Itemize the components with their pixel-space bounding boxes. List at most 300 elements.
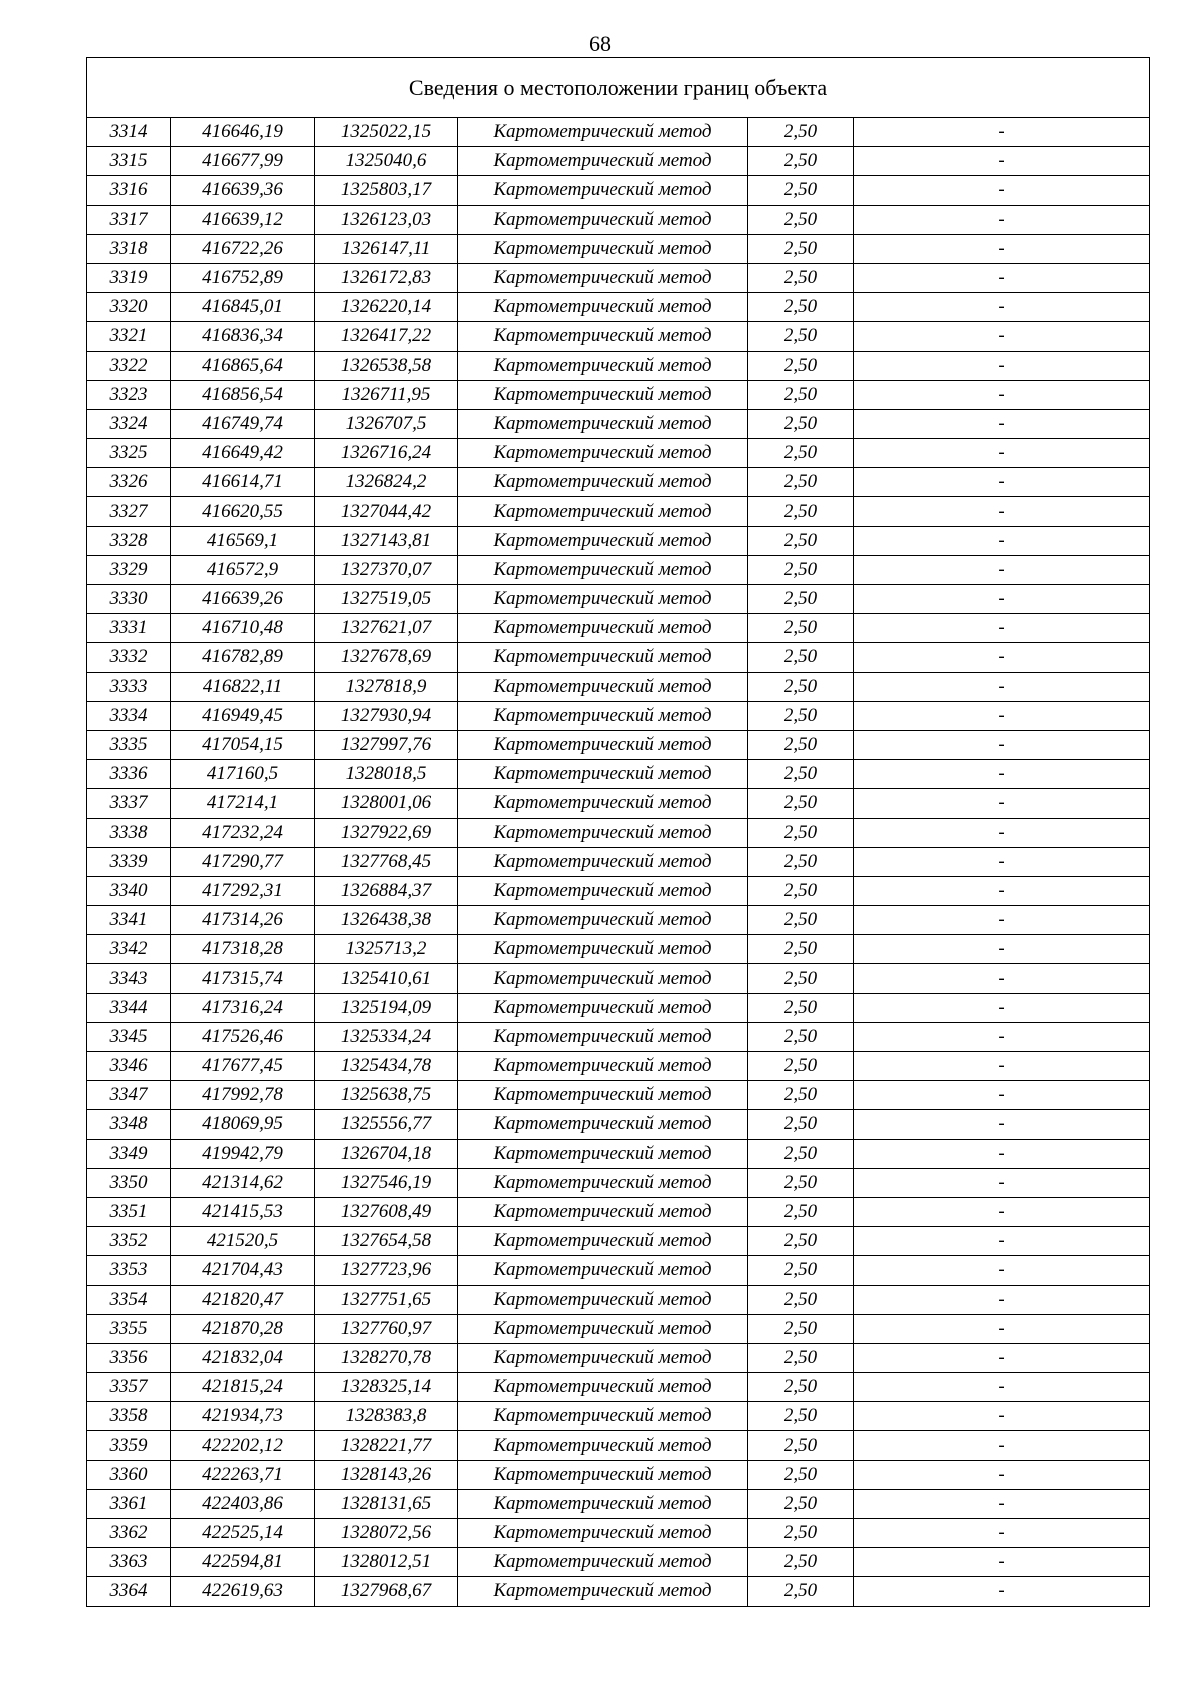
method-cell: Картометрический метод [458, 409, 748, 438]
y-coordinate-cell: 1328221,77 [315, 1431, 458, 1460]
description-cell: - [854, 1489, 1150, 1518]
accuracy-cell: 2,50 [748, 555, 854, 584]
point-number-cell: 3314 [87, 118, 171, 147]
method-cell: Картометрический метод [458, 205, 748, 234]
method-cell: Картометрический метод [458, 1431, 748, 1460]
table-row [87, 1022, 1150, 1051]
method-cell: Картометрический метод [458, 993, 748, 1022]
table-row [87, 1285, 1150, 1314]
x-coordinate-cell: 421415,53 [171, 1197, 315, 1226]
accuracy-cell: 2,50 [748, 672, 854, 701]
accuracy-cell: 2,50 [748, 234, 854, 263]
method-cell: Картометрический метод [458, 701, 748, 730]
x-coordinate-cell: 416845,01 [171, 293, 315, 322]
y-coordinate-cell: 1325410,61 [315, 964, 458, 993]
method-cell: Картометрический метод [458, 614, 748, 643]
table-row [87, 205, 1150, 234]
method-cell: Картометрический метод [458, 818, 748, 847]
y-coordinate-cell: 1326438,38 [315, 906, 458, 935]
point-number-cell: 3322 [87, 351, 171, 380]
accuracy-cell: 2,50 [748, 497, 854, 526]
point-number-cell: 3317 [87, 205, 171, 234]
method-cell: Картометрический метод [458, 468, 748, 497]
accuracy-cell: 2,50 [748, 205, 854, 234]
x-coordinate-cell: 421520,5 [171, 1227, 315, 1256]
description-cell: - [854, 1285, 1150, 1314]
x-coordinate-cell: 416620,55 [171, 497, 315, 526]
point-number-cell: 3323 [87, 380, 171, 409]
table-row [87, 1227, 1150, 1256]
table-title-row [87, 58, 1150, 118]
method-cell: Картометрический метод [458, 234, 748, 263]
x-coordinate-cell: 422619,63 [171, 1577, 315, 1606]
table-row [87, 1139, 1150, 1168]
x-coordinate-cell: 416649,42 [171, 439, 315, 468]
point-number-cell: 3363 [87, 1548, 171, 1577]
x-coordinate-cell: 421832,04 [171, 1343, 315, 1372]
method-cell: Картометрический метод [458, 964, 748, 993]
description-cell: - [854, 614, 1150, 643]
x-coordinate-cell: 417677,45 [171, 1052, 315, 1081]
description-cell: - [854, 964, 1150, 993]
x-coordinate-cell: 416569,1 [171, 526, 315, 555]
method-cell: Картометрический метод [458, 1197, 748, 1226]
method-cell: Картометрический метод [458, 555, 748, 584]
y-coordinate-cell: 1327760,97 [315, 1314, 458, 1343]
y-coordinate-cell: 1325434,78 [315, 1052, 458, 1081]
x-coordinate-cell: 416822,11 [171, 672, 315, 701]
description-cell: - [854, 1314, 1150, 1343]
x-coordinate-cell: 417992,78 [171, 1081, 315, 1110]
y-coordinate-cell: 1326716,24 [315, 439, 458, 468]
y-coordinate-cell: 1325713,2 [315, 935, 458, 964]
accuracy-cell: 2,50 [748, 351, 854, 380]
accuracy-cell: 2,50 [748, 147, 854, 176]
x-coordinate-cell: 417160,5 [171, 760, 315, 789]
point-number-cell: 3329 [87, 555, 171, 584]
method-cell: Картометрический метод [458, 1081, 748, 1110]
point-number-cell: 3327 [87, 497, 171, 526]
method-cell: Картометрический метод [458, 1489, 748, 1518]
accuracy-cell: 2,50 [748, 993, 854, 1022]
x-coordinate-cell: 417214,1 [171, 789, 315, 818]
point-number-cell: 3318 [87, 234, 171, 263]
accuracy-cell: 2,50 [748, 730, 854, 759]
point-number-cell: 3332 [87, 643, 171, 672]
y-coordinate-cell: 1326538,58 [315, 351, 458, 380]
table-row [87, 876, 1150, 905]
point-number-cell: 3354 [87, 1285, 171, 1314]
x-coordinate-cell: 416865,64 [171, 351, 315, 380]
accuracy-cell: 2,50 [748, 439, 854, 468]
accuracy-cell: 2,50 [748, 1256, 854, 1285]
table-row [87, 555, 1150, 584]
x-coordinate-cell: 417290,77 [171, 847, 315, 876]
y-coordinate-cell: 1328143,26 [315, 1460, 458, 1489]
point-number-cell: 3342 [87, 935, 171, 964]
accuracy-cell: 2,50 [748, 1285, 854, 1314]
description-cell: - [854, 1577, 1150, 1606]
x-coordinate-cell: 421820,47 [171, 1285, 315, 1314]
accuracy-cell: 2,50 [748, 293, 854, 322]
description-cell: - [854, 876, 1150, 905]
description-cell: - [854, 1168, 1150, 1197]
point-number-cell: 3356 [87, 1343, 171, 1372]
y-coordinate-cell: 1327968,67 [315, 1577, 458, 1606]
accuracy-cell: 2,50 [748, 1168, 854, 1197]
description-cell: - [854, 176, 1150, 205]
point-number-cell: 3362 [87, 1519, 171, 1548]
accuracy-cell: 2,50 [748, 1081, 854, 1110]
accuracy-cell: 2,50 [748, 1227, 854, 1256]
table-row [87, 380, 1150, 409]
x-coordinate-cell: 419942,79 [171, 1139, 315, 1168]
accuracy-cell: 2,50 [748, 526, 854, 555]
table-row [87, 672, 1150, 701]
table-row [87, 497, 1150, 526]
description-cell: - [854, 585, 1150, 614]
accuracy-cell: 2,50 [748, 176, 854, 205]
point-number-cell: 3352 [87, 1227, 171, 1256]
table-row [87, 1489, 1150, 1518]
point-number-cell: 3347 [87, 1081, 171, 1110]
point-number-cell: 3359 [87, 1431, 171, 1460]
description-cell: - [854, 1402, 1150, 1431]
y-coordinate-cell: 1328001,06 [315, 789, 458, 818]
point-number-cell: 3330 [87, 585, 171, 614]
point-number-cell: 3346 [87, 1052, 171, 1081]
description-cell: - [854, 147, 1150, 176]
x-coordinate-cell: 416749,74 [171, 409, 315, 438]
table-row [87, 293, 1150, 322]
method-cell: Картометрический метод [458, 176, 748, 205]
table-row [87, 1168, 1150, 1197]
point-number-cell: 3357 [87, 1373, 171, 1402]
table-row [87, 906, 1150, 935]
point-number-cell: 3340 [87, 876, 171, 905]
accuracy-cell: 2,50 [748, 1052, 854, 1081]
accuracy-cell: 2,50 [748, 1139, 854, 1168]
x-coordinate-cell: 422403,86 [171, 1489, 315, 1518]
point-number-cell: 3351 [87, 1197, 171, 1226]
point-number-cell: 3336 [87, 760, 171, 789]
y-coordinate-cell: 1325334,24 [315, 1022, 458, 1051]
description-cell: - [854, 409, 1150, 438]
y-coordinate-cell: 1327818,9 [315, 672, 458, 701]
y-coordinate-cell: 1327621,07 [315, 614, 458, 643]
x-coordinate-cell: 417318,28 [171, 935, 315, 964]
x-coordinate-cell: 416614,71 [171, 468, 315, 497]
description-cell: - [854, 234, 1150, 263]
method-cell: Картометрический метод [458, 526, 748, 555]
accuracy-cell: 2,50 [748, 935, 854, 964]
method-cell: Картометрический метод [458, 1548, 748, 1577]
point-number-cell: 3326 [87, 468, 171, 497]
accuracy-cell: 2,50 [748, 876, 854, 905]
table-row [87, 935, 1150, 964]
y-coordinate-cell: 1326123,03 [315, 205, 458, 234]
y-coordinate-cell: 1328383,8 [315, 1402, 458, 1431]
y-coordinate-cell: 1327922,69 [315, 818, 458, 847]
x-coordinate-cell: 422202,12 [171, 1431, 315, 1460]
table-row [87, 1373, 1150, 1402]
y-coordinate-cell: 1328018,5 [315, 760, 458, 789]
description-cell: - [854, 322, 1150, 351]
table-row [87, 818, 1150, 847]
table-row [87, 1256, 1150, 1285]
description-cell: - [854, 468, 1150, 497]
y-coordinate-cell: 1327519,05 [315, 585, 458, 614]
x-coordinate-cell: 421815,24 [171, 1373, 315, 1402]
description-cell: - [854, 1548, 1150, 1577]
point-number-cell: 3341 [87, 906, 171, 935]
accuracy-cell: 2,50 [748, 468, 854, 497]
method-cell: Картометрический метод [458, 263, 748, 292]
x-coordinate-cell: 417526,46 [171, 1022, 315, 1051]
table-row [87, 701, 1150, 730]
table-row [87, 322, 1150, 351]
accuracy-cell: 2,50 [748, 818, 854, 847]
description-cell: - [854, 293, 1150, 322]
y-coordinate-cell: 1327723,96 [315, 1256, 458, 1285]
method-cell: Картометрический метод [458, 1168, 748, 1197]
accuracy-cell: 2,50 [748, 409, 854, 438]
y-coordinate-cell: 1325194,09 [315, 993, 458, 1022]
y-coordinate-cell: 1327768,45 [315, 847, 458, 876]
description-cell: - [854, 1256, 1150, 1285]
y-coordinate-cell: 1327143,81 [315, 526, 458, 555]
accuracy-cell: 2,50 [748, 614, 854, 643]
x-coordinate-cell: 421934,73 [171, 1402, 315, 1431]
x-coordinate-cell: 417292,31 [171, 876, 315, 905]
x-coordinate-cell: 416710,48 [171, 614, 315, 643]
y-coordinate-cell: 1326220,14 [315, 293, 458, 322]
description-cell: - [854, 380, 1150, 409]
y-coordinate-cell: 1327654,58 [315, 1227, 458, 1256]
x-coordinate-cell: 416639,36 [171, 176, 315, 205]
point-number-cell: 3328 [87, 526, 171, 555]
point-number-cell: 3331 [87, 614, 171, 643]
table-row [87, 847, 1150, 876]
x-coordinate-cell: 416856,54 [171, 380, 315, 409]
point-number-cell: 3348 [87, 1110, 171, 1139]
description-cell: - [854, 1431, 1150, 1460]
table-row [87, 760, 1150, 789]
table-row [87, 1314, 1150, 1343]
point-number-cell: 3338 [87, 818, 171, 847]
table-row [87, 643, 1150, 672]
description-cell: - [854, 555, 1150, 584]
y-coordinate-cell: 1327608,49 [315, 1197, 458, 1226]
x-coordinate-cell: 417314,26 [171, 906, 315, 935]
method-cell: Картометрический метод [458, 1373, 748, 1402]
table-row [87, 964, 1150, 993]
point-number-cell: 3333 [87, 672, 171, 701]
point-number-cell: 3321 [87, 322, 171, 351]
point-number-cell: 3316 [87, 176, 171, 205]
y-coordinate-cell: 1325040,6 [315, 147, 458, 176]
accuracy-cell: 2,50 [748, 1548, 854, 1577]
method-cell: Картометрический метод [458, 672, 748, 701]
description-cell: - [854, 818, 1150, 847]
point-number-cell: 3358 [87, 1402, 171, 1431]
description-cell: - [854, 643, 1150, 672]
x-coordinate-cell: 417316,24 [171, 993, 315, 1022]
x-coordinate-cell: 416722,26 [171, 234, 315, 263]
y-coordinate-cell: 1326417,22 [315, 322, 458, 351]
accuracy-cell: 2,50 [748, 964, 854, 993]
y-coordinate-cell: 1325638,75 [315, 1081, 458, 1110]
x-coordinate-cell: 421314,62 [171, 1168, 315, 1197]
accuracy-cell: 2,50 [748, 1431, 854, 1460]
method-cell: Картометрический метод [458, 1577, 748, 1606]
description-cell: - [854, 730, 1150, 759]
table-row [87, 439, 1150, 468]
accuracy-cell: 2,50 [748, 1314, 854, 1343]
table-row [87, 789, 1150, 818]
description-cell: - [854, 526, 1150, 555]
y-coordinate-cell: 1328131,65 [315, 1489, 458, 1518]
x-coordinate-cell: 416782,89 [171, 643, 315, 672]
x-coordinate-cell: 417232,24 [171, 818, 315, 847]
table-row [87, 1577, 1150, 1606]
table-row [87, 1431, 1150, 1460]
y-coordinate-cell: 1327546,19 [315, 1168, 458, 1197]
description-cell: - [854, 1519, 1150, 1548]
accuracy-cell: 2,50 [748, 263, 854, 292]
description-cell: - [854, 1110, 1150, 1139]
y-coordinate-cell: 1326824,2 [315, 468, 458, 497]
accuracy-cell: 2,50 [748, 380, 854, 409]
table-row [87, 1052, 1150, 1081]
method-cell: Картометрический метод [458, 380, 748, 409]
description-cell: - [854, 789, 1150, 818]
description-cell: - [854, 760, 1150, 789]
point-number-cell: 3319 [87, 263, 171, 292]
y-coordinate-cell: 1327678,69 [315, 643, 458, 672]
method-cell: Картометрический метод [458, 1285, 748, 1314]
method-cell: Картометрический метод [458, 1519, 748, 1548]
point-number-cell: 3343 [87, 964, 171, 993]
point-number-cell: 3344 [87, 993, 171, 1022]
y-coordinate-cell: 1327997,76 [315, 730, 458, 759]
point-number-cell: 3339 [87, 847, 171, 876]
method-cell: Картометрический метод [458, 585, 748, 614]
accuracy-cell: 2,50 [748, 1343, 854, 1372]
x-coordinate-cell: 421870,28 [171, 1314, 315, 1343]
x-coordinate-cell: 422263,71 [171, 1460, 315, 1489]
table-row [87, 118, 1150, 147]
description-cell: - [854, 1227, 1150, 1256]
description-cell: - [854, 263, 1150, 292]
accuracy-cell: 2,50 [748, 1110, 854, 1139]
accuracy-cell: 2,50 [748, 585, 854, 614]
description-cell: - [854, 439, 1150, 468]
point-number-cell: 3350 [87, 1168, 171, 1197]
description-cell: - [854, 1052, 1150, 1081]
method-cell: Картометрический метод [458, 1052, 748, 1081]
page-number: 68 [589, 31, 611, 56]
y-coordinate-cell: 1326147,11 [315, 234, 458, 263]
table-row [87, 1197, 1150, 1226]
y-coordinate-cell: 1328012,51 [315, 1548, 458, 1577]
description-cell: - [854, 847, 1150, 876]
y-coordinate-cell: 1327370,07 [315, 555, 458, 584]
x-coordinate-cell: 416752,89 [171, 263, 315, 292]
table-body [87, 58, 1150, 1607]
x-coordinate-cell: 416677,99 [171, 147, 315, 176]
accuracy-cell: 2,50 [748, 1489, 854, 1518]
table-row [87, 614, 1150, 643]
x-coordinate-cell: 421704,43 [171, 1256, 315, 1285]
accuracy-cell: 2,50 [748, 789, 854, 818]
method-cell: Картометрический метод [458, 789, 748, 818]
method-cell: Картометрический метод [458, 1022, 748, 1051]
table-row [87, 263, 1150, 292]
method-cell: Картометрический метод [458, 935, 748, 964]
description-cell: - [854, 1197, 1150, 1226]
x-coordinate-cell: 417054,15 [171, 730, 315, 759]
y-coordinate-cell: 1327930,94 [315, 701, 458, 730]
description-cell: - [854, 1343, 1150, 1372]
method-cell: Картометрический метод [458, 1402, 748, 1431]
table-row [87, 993, 1150, 1022]
table-row [87, 176, 1150, 205]
method-cell: Картометрический метод [458, 906, 748, 935]
point-number-cell: 3324 [87, 409, 171, 438]
accuracy-cell: 2,50 [748, 1460, 854, 1489]
table-row [87, 730, 1150, 759]
x-coordinate-cell: 418069,95 [171, 1110, 315, 1139]
y-coordinate-cell: 1326172,83 [315, 263, 458, 292]
method-cell: Картометрический метод [458, 643, 748, 672]
y-coordinate-cell: 1328072,56 [315, 1519, 458, 1548]
method-cell: Картометрический метод [458, 497, 748, 526]
point-number-cell: 3355 [87, 1314, 171, 1343]
x-coordinate-cell: 416949,45 [171, 701, 315, 730]
y-coordinate-cell: 1327044,42 [315, 497, 458, 526]
method-cell: Картометрический метод [458, 439, 748, 468]
point-number-cell: 3345 [87, 1022, 171, 1051]
table-row [87, 1519, 1150, 1548]
point-number-cell: 3353 [87, 1256, 171, 1285]
table-row [87, 526, 1150, 555]
description-cell: - [854, 1373, 1150, 1402]
method-cell: Картометрический метод [458, 1460, 748, 1489]
table-row [87, 468, 1150, 497]
y-coordinate-cell: 1326704,18 [315, 1139, 458, 1168]
description-cell: - [854, 906, 1150, 935]
method-cell: Картометрический метод [458, 1110, 748, 1139]
description-cell: - [854, 701, 1150, 730]
description-cell: - [854, 1022, 1150, 1051]
x-coordinate-cell: 422594,81 [171, 1548, 315, 1577]
x-coordinate-cell: 416639,12 [171, 205, 315, 234]
accuracy-cell: 2,50 [748, 906, 854, 935]
point-number-cell: 3320 [87, 293, 171, 322]
boundary-coordinates-table [86, 57, 1150, 1607]
method-cell: Картометрический метод [458, 847, 748, 876]
accuracy-cell: 2,50 [748, 701, 854, 730]
method-cell: Картометрический метод [458, 730, 748, 759]
x-coordinate-cell: 416639,26 [171, 585, 315, 614]
table-title: Сведения о местоположении границ объекта [87, 58, 1150, 118]
point-number-cell: 3361 [87, 1489, 171, 1518]
accuracy-cell: 2,50 [748, 1373, 854, 1402]
method-cell: Картометрический метод [458, 876, 748, 905]
y-coordinate-cell: 1327751,65 [315, 1285, 458, 1314]
y-coordinate-cell: 1326711,95 [315, 380, 458, 409]
